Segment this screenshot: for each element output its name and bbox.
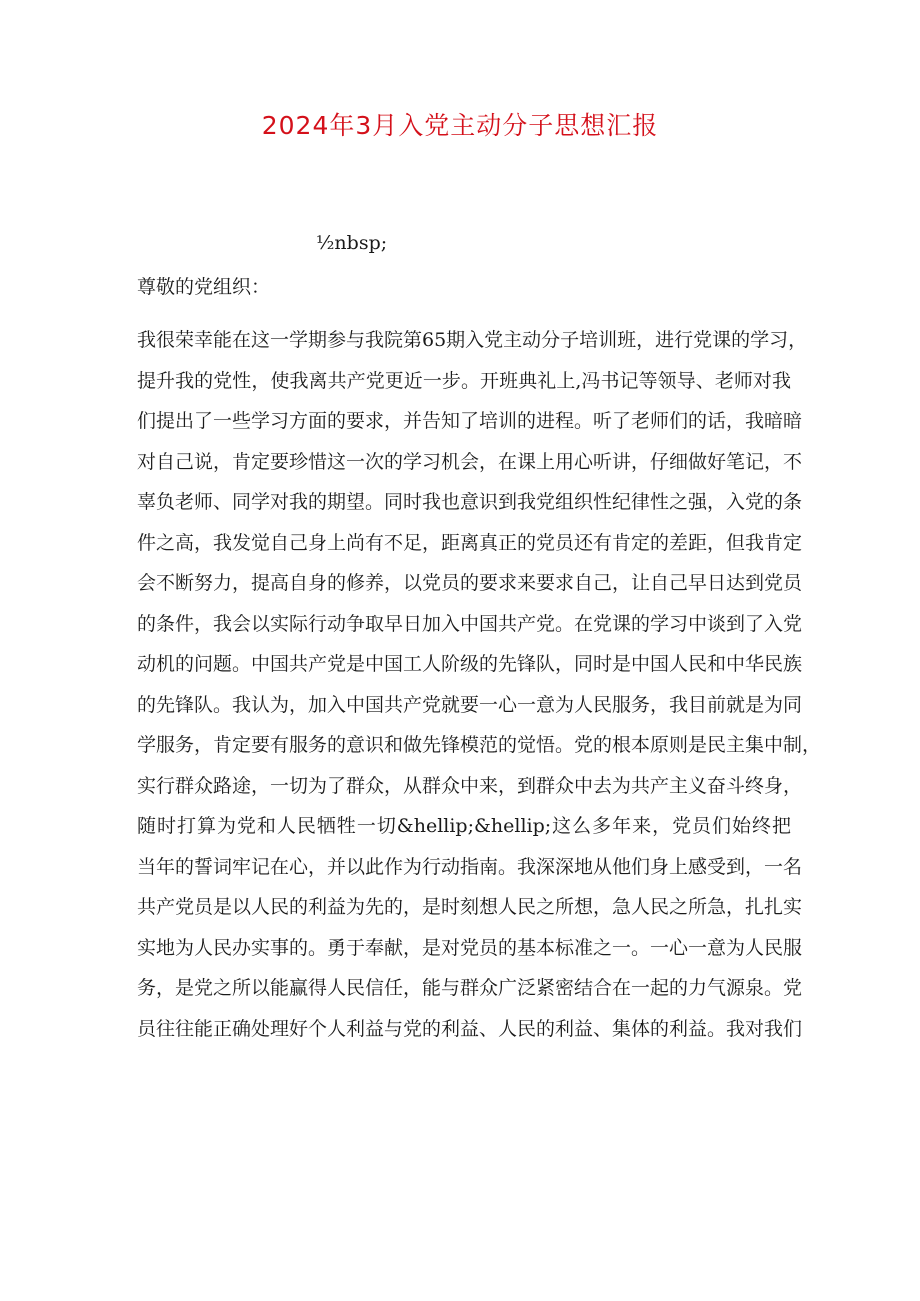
body-line: 辜负老师、同学对我的期望。同时我也意识到我党组织性纪律性之强，入党的条	[137, 491, 803, 513]
body-line: 对自己说，肯定要珍惜这一次的学习机会，在课上用心听讲，仔细做好笔记，不	[137, 450, 803, 473]
body-line: 件之高，我发觉自己身上尚有不足，距离真正的党员还有肯定的差距，但我肯定	[137, 531, 803, 554]
body-line: 员往往能正确处理好个人利益与党的利益、人民的利益、集体的利益。我对我们	[137, 1017, 803, 1040]
body-line: 会不断努力，提高自身的修养，以党员的要求来要求自己，让自己早日达到党员	[137, 572, 803, 594]
body-line: 我很荣幸能在这一学期参与我院第65期入党主动分子培训班，进行党课的学习，	[137, 329, 808, 351]
document-title: 2024年3月入党主动分子思想汇报	[261, 111, 659, 140]
body-line: 的条件，我会以实际行动争取早日加入中国共产党。在党课的学习中谈到了入党	[137, 612, 803, 635]
body-line: 实行群众路途，一切为了群众，从群众中来，到群众中去为共产主义奋斗终身，	[137, 774, 803, 797]
body-line: 的先锋队。我认为，加入中国共产党就要一心一意为人民服务，我目前就是为同	[137, 693, 803, 716]
body-line: 当年的誓词牢记在心，并以此作为行动指南。我深深地从他们身上感受到，一名	[137, 855, 803, 878]
body-line: 共产党员是以人民的利益为先的，是时刻想人民之所想，急人民之所急，扎扎实	[137, 896, 803, 918]
body-line: 动机的问题。中国共产党是中国工人阶级的先锋队，同时是中国人民和中华民族	[137, 653, 803, 675]
salutation: 尊敬的党组织：	[137, 276, 271, 298]
body-line: 随时打算为党和人民牺牲一切&hellip;&hellip;这么多年来，党员们始终把	[137, 815, 791, 837]
body-line: 实地为人民办实事的。勇于奉献，是对党员的基本标准之一。一心一意为人民服	[137, 936, 803, 959]
body-line: 学服务，肯定要有服务的意识和做先锋模范的觉悟。党的根本原则是民主集中制，	[137, 734, 822, 756]
body-line: 提升我的党性，使我离共产党更近一步。开班典礼上,冯书记等领导、老师对我	[137, 369, 791, 392]
stray-nbsp-text: ½nbsp;	[316, 232, 388, 254]
body-line: 务，是党之所以能赢得人民信任，能与群众广泛紧密结合在一起的力气源泉。党	[137, 977, 803, 999]
body-paragraph	[137, 320, 822, 1049]
body-line: 们提出了一些学习方面的要求，并告知了培训的进程。听了老师们的话，我暗暗	[137, 410, 803, 432]
